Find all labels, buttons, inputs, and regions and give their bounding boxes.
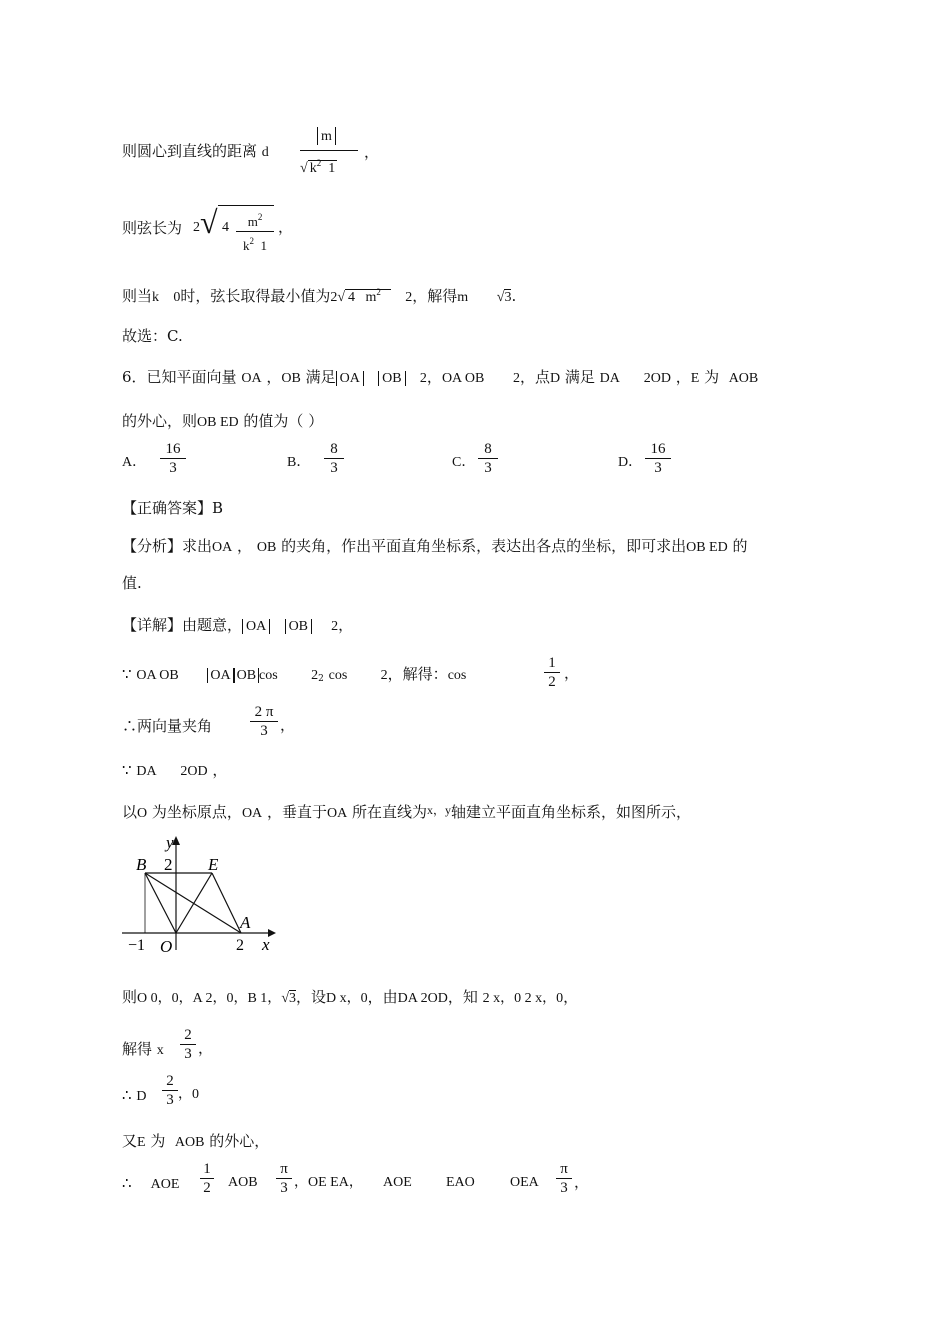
chord-text: 则弦长为 [122,219,183,237]
distance-fraction-bar [300,150,358,151]
option-c-value[interactable]: $\frac{8}{3}$ [478,440,498,477]
distance-d: d [261,145,269,160]
point-D: ∴ D [122,1086,147,1104]
option-b-value[interactable]: $\frac{8}{3}$ [324,440,344,477]
because-line-1: ∵ OA OB OA OB cos $2_2$ cos 2，解得：cos [122,665,467,684]
final-eao: EAO [446,1175,475,1190]
label-x: x [262,935,270,954]
question-6: 6．已知平面向量 OA ，OB 满足 OA OB 2，OA OB 2，点D 满足 DA 2OD ，E 为 AOB [122,368,759,386]
choice-line: 故选：C. [122,327,183,345]
x-value: $\frac{2}{3}$ [180,1026,196,1063]
chord-fraction: $\frac{m^2}{k^2 1}$ [236,208,274,255]
label-O: O [160,937,173,954]
angle-line: ∴ AOE [122,1174,180,1192]
label-y: y [166,833,174,852]
D-x-value: $\frac{2}{3}$ [162,1072,178,1109]
because-line-2: ∵ DA 2OD ， [122,761,228,779]
final-aoe2: AOE [383,1175,412,1190]
final-aob: AOB [228,1175,258,1190]
final-oea: OEA [510,1175,539,1190]
question-6-line2: 的外心，则OB ED 的值为（ ） [122,412,324,430]
final-oe-ea: ，OE EA， [294,1175,363,1190]
tick-2-y: 2 [164,855,173,874]
final-comma: ， [574,1175,590,1191]
solve-comma: ， [198,1041,214,1057]
detail: 【详解】由题意， OA OB 2， [122,616,354,634]
cos-comma: ， [564,666,580,682]
coordinates-line: 则O 0，0，A 2，0，B 1，√3，设D x，0，由DA 2OD，知 2 x，0 2 x，0， [122,988,579,1006]
chord-sqrt-icon: √ [200,204,218,240]
pi-third-1: $\frac{\pi}{3}$ [276,1160,292,1197]
coordinate-figure [122,832,282,954]
circumcenter-line: 又E 为 AOB 的外心， [122,1132,270,1150]
chord-line [122,218,182,238]
half-fraction: $\frac{1}{2}$ [200,1160,214,1197]
option-d-value[interactable]: $\frac{16}{3}$ [645,440,671,477]
therefore-angle: ∴两向量夹角 [122,717,213,735]
angle-comma: ， [280,718,296,734]
pi-third-2: $\frac{\pi}{3}$ [556,1160,572,1197]
analysis: 【分析】求出OA ， OB 的夹角，作出平面直角坐标系，表达出各点的坐标，即可求出OB ED 的 [122,537,748,555]
correct-answer: 【正确答案】B [122,499,224,517]
distance-text: 则圆心到直线的距离 [122,142,258,160]
D-y-value: ，0 [178,1087,199,1102]
cos-value: $\frac{1}{2}$ [544,654,560,691]
label-A: A [240,913,251,932]
label-B: B [136,855,147,874]
option-d-label[interactable]: D． [618,455,643,470]
segment-OE [176,873,212,933]
option-b-label[interactable]: B． [287,455,311,470]
label-E: E [208,855,219,874]
distance-numerator: m [317,127,336,145]
solve-x: 解得 x [122,1040,164,1058]
analysis-cont: 值. [122,574,142,592]
angle-value: $\frac{2 \pi}{3}$ [250,703,278,740]
distance-line [122,141,269,163]
chord-two: 2 [193,220,200,235]
option-a-label[interactable]: A． [122,455,147,470]
tick-2-x: 2 [236,937,244,954]
coordinate-setup: 以O 为坐标原点，OA ，垂直于OA 所在直线为$^{x,y}$轴建立平面直角坐标系，如图所示， [122,803,692,821]
chord-comma: ， [278,220,294,236]
distance-comma: ， [364,145,380,161]
option-a-value[interactable]: $\frac{16}{3}$ [160,440,186,477]
tick-minus1: −1 [128,937,146,954]
option-c-label[interactable]: C． [452,455,476,470]
min-chord-line: 则当k 0时，弦长取得最小值为2√ 4 $m^2$ 2，解得m √3. [122,287,517,305]
distance-denominator: √ $k^2$ 1 [300,158,336,176]
chord-sqrt-bar [218,205,274,206]
chord-four: 4 [222,220,229,235]
